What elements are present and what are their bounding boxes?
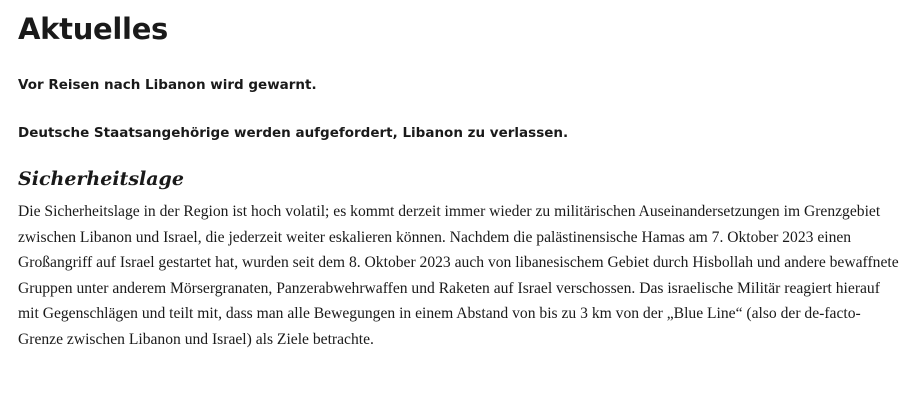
travel-warning-text: Vor Reisen nach Libanon wird gewarnt. (18, 77, 317, 93)
leave-country-text: Deutsche Staatsangehörige werden aufgefordert, Libanon zu verlassen. (18, 125, 569, 141)
page-title: Aktuelles (18, 12, 169, 46)
security-section-paragraph: Die Sicherheitslage in der Region ist hoch volatil; es kommt derzeit immer wieder zu militärischen Auseinandersetzungen im Grenzgebiet zwischen Libanon und Israel, die jederzeit weiter eskalieren können. Nachdem die palästinensische Hamas am 7. Oktober 2023 einen Großangriff auf Israel gestartet hat, wurden seit dem 8. Oktober 2023 auch von libanesischem Gebiet durch Hisbollah und andere bewaffnete Gruppen unter anderem Mörsergranaten, Panzerabwehrwaffen und Raketen auf Israel verschossen. Das israelische Militär reagiert hierauf mit Gegenschlägen und teilt mit, dass man alle Bewegungen in einem Abstand von bis zu 3 km von der „Blue Line“ (also der de-facto-Grenze zwischen Libanon und Israel) als Ziele betrachte. (18, 203, 899, 348)
security-section-heading: Sicherheitslage (18, 168, 184, 190)
